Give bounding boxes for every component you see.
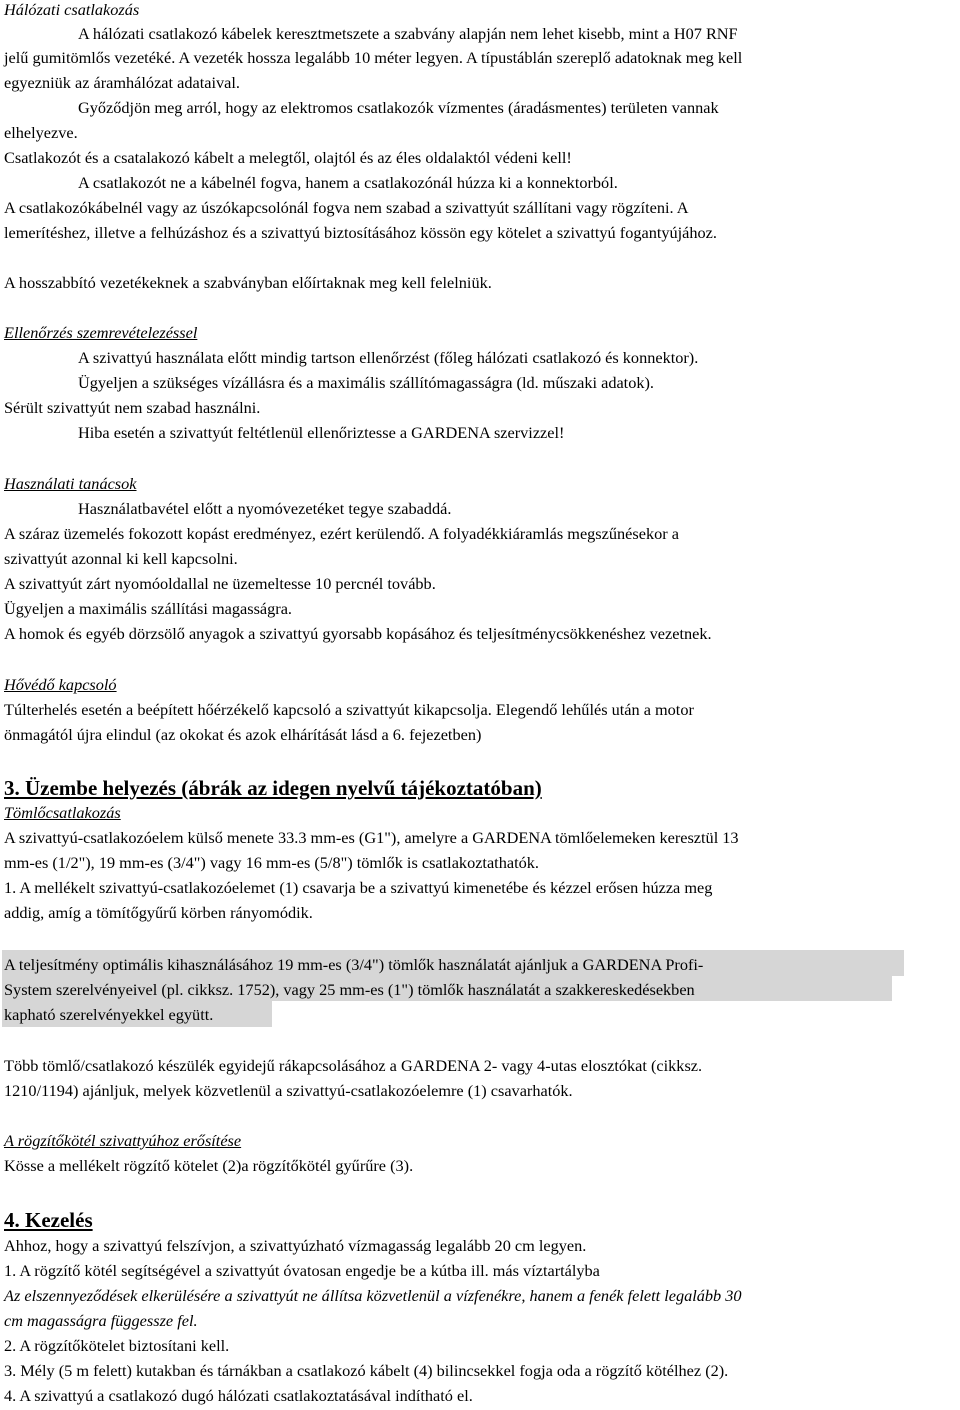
paragraph-line: Csatlakozót és a csatalakozó kábelt a melegtől, olajtól és az éles oldalaktól védeni kell!: [4, 148, 572, 167]
paragraph-line: önmagától újra elindul (az okokat és azok elhárítását lásd a 6. fejezetben): [4, 725, 482, 744]
italic-note-line: Az elszennyeződések elkerülésére a szivattyút ne állítsa közvetlenül a vízfenékre, hanem a fenék felett legalább 30: [4, 1286, 742, 1305]
paragraph-line: mm-es (1/2"), 19 mm-es (3/4") vagy 16 mm-es (5/8") tömlők is csatlakoztathatók.: [4, 853, 539, 872]
paragraph-line: Ügyeljen a szükséges vízállásra és a maximális szállítómagasságra (ld. műszaki adatok).: [78, 373, 654, 392]
paragraph-line: A homok és egyéb dörzsölő anyagok a szivattyú gyorsabb kopásához és teljesítménycsökkenéshez vezetnek.: [4, 624, 712, 643]
paragraph-line: A szivattyú-csatlakozóelem külső menete 33.3 mm-es (G1"), amelyre a GARDENA tömlőelemeken keresztül 13: [4, 828, 739, 847]
section-title-thermal: Hővédő kapcsoló: [4, 675, 117, 694]
paragraph-line: 4. A szivattyú a csatlakozó dugó hálózati csatlakoztatásával indítható el.: [4, 1386, 473, 1405]
section-title-rope: A rögzítőkötél szivattyúhoz erősítése: [4, 1131, 242, 1150]
paragraph-line: A csatlakozókábelnél vagy az úszókapcsolónál fogva nem szabad a szivattyút szállítani vagy rögzíteni. A: [4, 198, 689, 217]
paragraph-line: Győződjön meg arról, hogy az elektromos csatlakozók vízmentes (áradásmentes) területen vannak: [78, 98, 719, 117]
highlighted-line: kapható szerelvényekkel együtt.: [4, 1005, 214, 1024]
paragraph-line: addig, amíg a tömítőgyűrű körben rányomódik.: [4, 903, 313, 922]
highlighted-line: A teljesítmény optimális kihasználásához 19 mm-es (3/4") tömlők használatát ajánljuk a GARDENA Profi-: [4, 955, 704, 974]
highlighted-line: System szerelvényeivel (pl. cikksz. 1752), vagy 25 mm-es (1") tömlők használatát a szakkereskedésekben: [4, 980, 695, 999]
paragraph-line: Használatbavétel előtt a nyomóvezetéket tegye szabaddá.: [78, 499, 452, 518]
paragraph-line: Hiba esetén a szivattyút feltétlenül ellenőriztesse a GARDENA szervizzel!: [78, 423, 565, 442]
paragraph-line: elhelyezve.: [4, 123, 78, 142]
section-title-network: Hálózati csatlakozás: [4, 0, 140, 19]
paragraph-line: szivattyút azonnal ki kell kapcsolni.: [4, 549, 238, 568]
paragraph-line: A hosszabbító vezetékeknek a szabványban előírtaknak meg kell felelniük.: [4, 273, 492, 292]
chapter-heading-startup: 3. Üzembe helyezés (ábrák az idegen nyelvű tájékoztatóban): [4, 776, 542, 800]
paragraph-line: 1. A rögzítő kötél segítségével a szivattyút óvatosan engedje be a kútba ill. más víztartályba: [4, 1261, 600, 1280]
paragraph-line: Túlterhelés esetén a beépített hőérzékelő kapcsoló a szivattyút kikapcsolja. Elegendő lehűlés után a motor: [4, 700, 694, 719]
paragraph-line: lemerítéshez, illetve a felhúzáshoz és a szivattyú biztosításához kössön egy kötelet a szivattyú fogantyújához.: [4, 223, 717, 242]
chapter-heading-operation: 4. Kezelés: [4, 1208, 93, 1232]
paragraph-line: jelű gumitömlős vezetéké. A vezeték hossza legalább 10 méter legyen. A típustáblán szereplő adatoknak meg kell: [4, 48, 743, 67]
paragraph-line: Több tömlő/csatlakozó készülék egyidejű rákapcsolásához a GARDENA 2- vagy 4-utas elosztókat (cikksz.: [4, 1056, 703, 1075]
paragraph-line: A száraz üzemelés fokozott kopást eredményez, ezért kerülendő. A folyadékkiáramlás megszűnésekor a: [4, 524, 679, 543]
paragraph-line: A csatlakozót ne a kábelnél fogva, hanem a csatlakozónál húzza ki a konnektorból.: [78, 173, 618, 192]
paragraph-line: egyezniük az áramhálózat adataival.: [4, 73, 240, 92]
paragraph-line: 3. Mély (5 m felett) kutakban és tárnákban a csatlakozó kábelt (4) bilincsekkel fogja oda a rögzítő kötélhez (2).: [4, 1361, 729, 1380]
paragraph-line: 1. A mellékelt szivattyú-csatlakozóelemet (1) csavarja be a szivattyú kimenetébe és kézzel erősen húzza meg: [4, 878, 713, 897]
italic-note-line: cm magasságra függessze fel.: [4, 1311, 198, 1330]
paragraph-line: A hálózati csatlakozó kábelek keresztmetszete a szabvány alapján nem lehet kisebb, mint a H07 RNF: [78, 24, 738, 43]
paragraph-line: A szivattyút zárt nyomóoldallal ne üzemeltesse 10 percnél tovább.: [4, 574, 436, 593]
paragraph-line: 1210/1194) ajánljuk, melyek közvetlenül a szivattyú-csatlakozóelemre (1) csavarhatók.: [4, 1081, 573, 1100]
section-subtitle-hose: Tömlőcsatlakozás: [4, 803, 121, 822]
paragraph-line: Ügyeljen a maximális szállítási magasságra.: [4, 599, 292, 618]
section-title-inspection: Ellenőrzés szemrevételezéssel: [4, 323, 198, 342]
paragraph-line: Ahhoz, hogy a szivattyú felszívjon, a szivattyúzható vízmagasság legalább 20 cm legyen.: [4, 1236, 587, 1255]
paragraph-line: Sérült szivattyút nem szabad használni.: [4, 398, 261, 417]
paragraph-line: 2. A rögzítőkötelet biztosítani kell.: [4, 1336, 230, 1355]
paragraph-line: A szivattyú használata előtt mindig tartson ellenőrzést (főleg hálózati csatlakozó és konnektor).: [78, 348, 699, 367]
section-title-usage: Használati tanácsok: [4, 474, 137, 493]
paragraph-line: Kösse a mellékelt rögzítő kötelet (2)a rögzítőkötél gyűrűre (3).: [4, 1156, 414, 1175]
